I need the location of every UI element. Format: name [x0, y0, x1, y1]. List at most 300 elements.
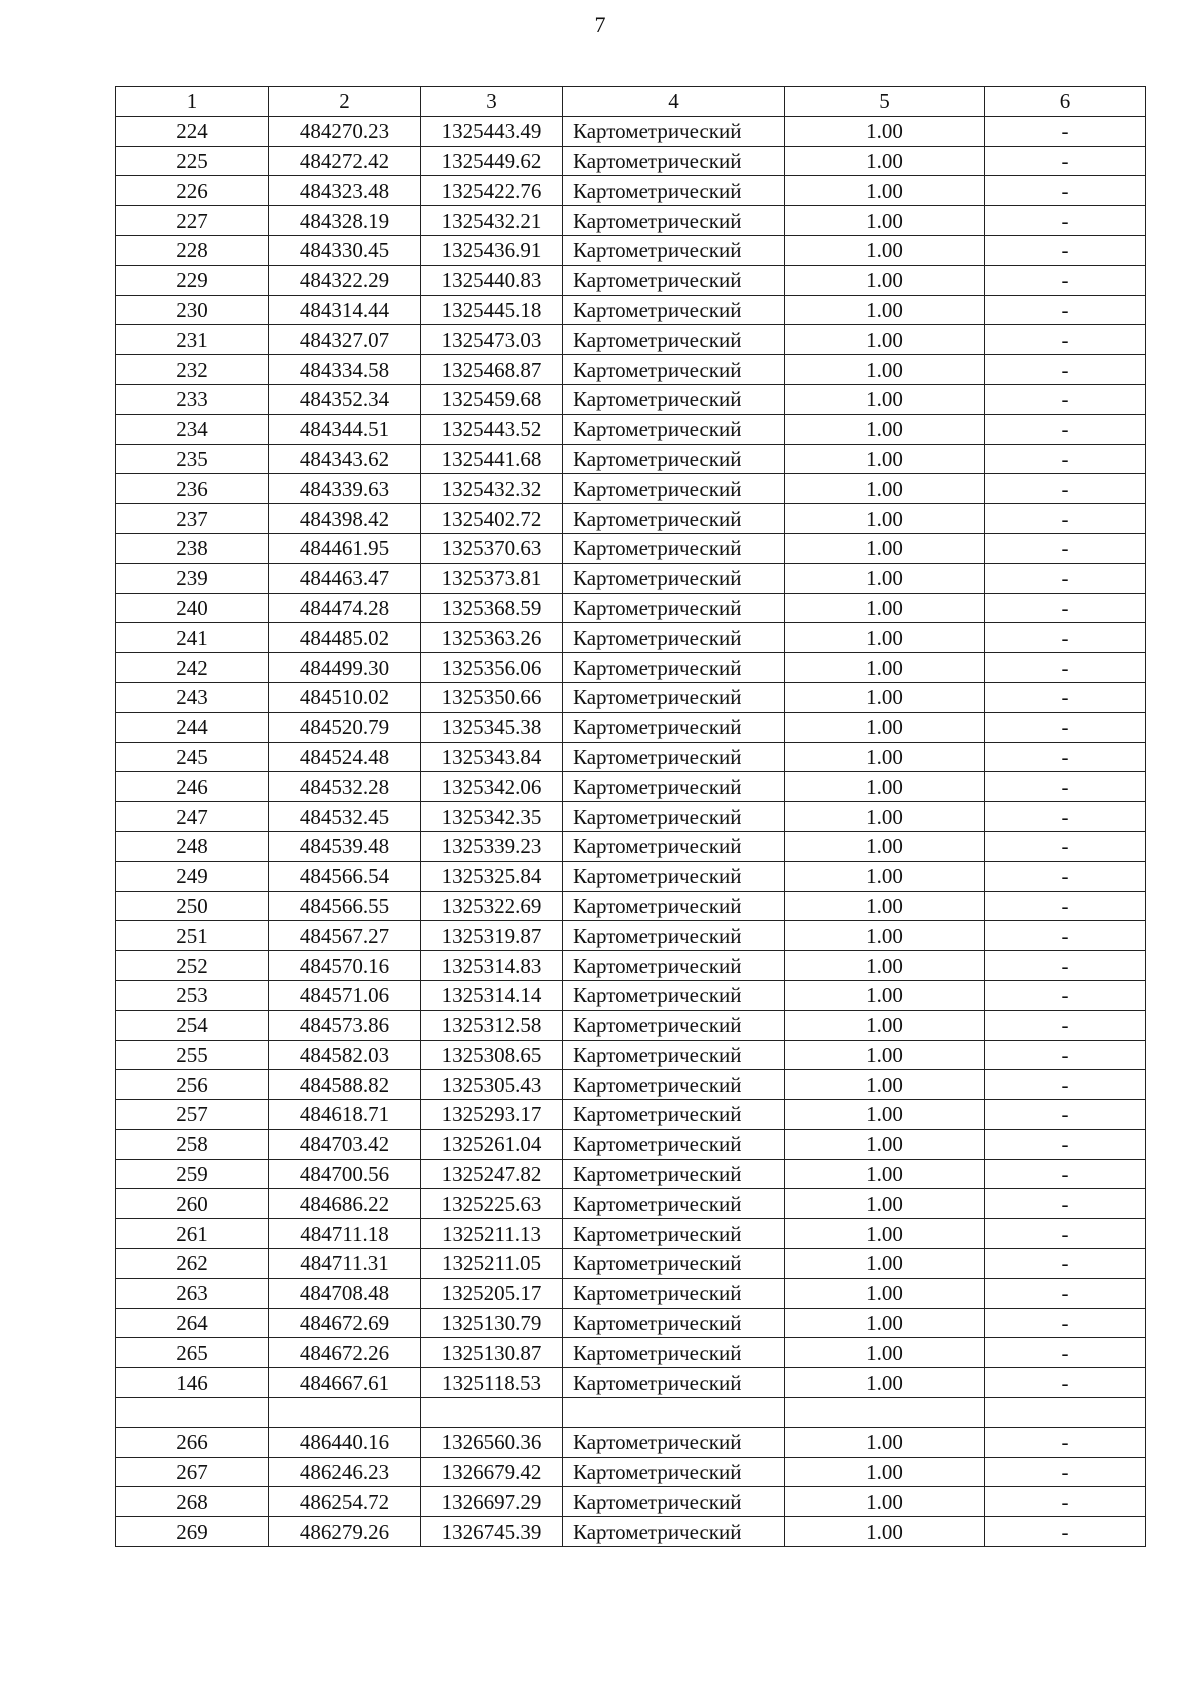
- x-coordinate-cell: 486254.72: [269, 1487, 421, 1517]
- method-cell: Картометрический: [563, 235, 785, 265]
- table-row: [116, 980, 1146, 1010]
- x-coordinate-cell: 484314.44: [269, 295, 421, 325]
- description-cell: -: [985, 1249, 1146, 1279]
- y-coordinate-cell: 1326679.42: [421, 1457, 563, 1487]
- y-coordinate-cell: 1325459.68: [421, 384, 563, 414]
- y-coordinate-cell: 1325432.21: [421, 206, 563, 236]
- description-cell: -: [985, 563, 1146, 593]
- accuracy-cell: [785, 1398, 985, 1428]
- accuracy-cell: 1.00: [785, 623, 985, 653]
- description-cell: -: [985, 1427, 1146, 1457]
- y-coordinate-cell: 1325345.38: [421, 712, 563, 742]
- point-number-cell: 244: [116, 712, 269, 742]
- description-cell: -: [985, 474, 1146, 504]
- table-row: [116, 1100, 1146, 1130]
- point-number-cell: 257: [116, 1100, 269, 1130]
- x-coordinate-cell: 484700.56: [269, 1159, 421, 1189]
- accuracy-cell: 1.00: [785, 1368, 985, 1398]
- table-row: [116, 355, 1146, 385]
- accuracy-cell: 1.00: [785, 474, 985, 504]
- table-row: [116, 623, 1146, 653]
- y-coordinate-cell: 1325225.63: [421, 1189, 563, 1219]
- accuracy-cell: 1.00: [785, 533, 985, 563]
- y-coordinate-cell: 1325205.17: [421, 1278, 563, 1308]
- description-cell: -: [985, 176, 1146, 206]
- accuracy-cell: 1.00: [785, 742, 985, 772]
- point-number-cell: 255: [116, 1040, 269, 1070]
- point-number-cell: 225: [116, 146, 269, 176]
- method-cell: Картометрический: [563, 1338, 785, 1368]
- x-coordinate-cell: 484352.34: [269, 384, 421, 414]
- x-coordinate-cell: 484272.42: [269, 146, 421, 176]
- description-cell: -: [985, 623, 1146, 653]
- accuracy-cell: 1.00: [785, 1457, 985, 1487]
- x-coordinate-cell: 486279.26: [269, 1517, 421, 1547]
- point-number-cell: 231: [116, 325, 269, 355]
- method-cell: Картометрический: [563, 623, 785, 653]
- description-cell: -: [985, 891, 1146, 921]
- point-number-cell: 242: [116, 653, 269, 683]
- point-number-cell: 247: [116, 802, 269, 832]
- method-cell: Картометрический: [563, 653, 785, 683]
- x-coordinate-cell: 484566.55: [269, 891, 421, 921]
- y-coordinate-cell: 1325325.84: [421, 861, 563, 891]
- y-coordinate-cell: 1325422.76: [421, 176, 563, 206]
- table-row: [116, 891, 1146, 921]
- x-coordinate-cell: 484270.23: [269, 116, 421, 146]
- description-cell: -: [985, 265, 1146, 295]
- x-coordinate-cell: 484510.02: [269, 682, 421, 712]
- y-coordinate-cell: 1325343.84: [421, 742, 563, 772]
- table-row: [116, 1040, 1146, 1070]
- description-cell: -: [985, 593, 1146, 623]
- method-cell: Картометрический: [563, 861, 785, 891]
- table-row: [116, 414, 1146, 444]
- table-row: [116, 1457, 1146, 1487]
- y-coordinate-cell: 1325473.03: [421, 325, 563, 355]
- description-cell: -: [985, 1040, 1146, 1070]
- accuracy-cell: 1.00: [785, 265, 985, 295]
- y-coordinate-cell: 1325441.68: [421, 444, 563, 474]
- x-coordinate-cell: 484582.03: [269, 1040, 421, 1070]
- table-row: [116, 861, 1146, 891]
- accuracy-cell: 1.00: [785, 116, 985, 146]
- point-number-cell: 239: [116, 563, 269, 593]
- method-cell: Картометрический: [563, 1427, 785, 1457]
- column-header-6: 6: [985, 87, 1146, 117]
- point-number-cell: 230: [116, 295, 269, 325]
- method-cell: Картометрический: [563, 533, 785, 563]
- method-cell: Картометрический: [563, 831, 785, 861]
- y-coordinate-cell: 1325308.65: [421, 1040, 563, 1070]
- table-row: [116, 772, 1146, 802]
- x-coordinate-cell: 484339.63: [269, 474, 421, 504]
- x-coordinate-cell: 484328.19: [269, 206, 421, 236]
- x-coordinate-cell: 484539.48: [269, 831, 421, 861]
- method-cell: Картометрический: [563, 384, 785, 414]
- description-cell: -: [985, 861, 1146, 891]
- accuracy-cell: 1.00: [785, 653, 985, 683]
- accuracy-cell: 1.00: [785, 1070, 985, 1100]
- method-cell: Картометрический: [563, 742, 785, 772]
- method-cell: Картометрический: [563, 772, 785, 802]
- table-row: [116, 533, 1146, 563]
- accuracy-cell: 1.00: [785, 384, 985, 414]
- accuracy-cell: 1.00: [785, 1189, 985, 1219]
- y-coordinate-cell: 1325342.06: [421, 772, 563, 802]
- column-header-1: 1: [116, 87, 269, 117]
- method-cell: Картометрический: [563, 1368, 785, 1398]
- accuracy-cell: 1.00: [785, 891, 985, 921]
- method-cell: Картометрический: [563, 1219, 785, 1249]
- column-header-5: 5: [785, 87, 985, 117]
- method-cell: Картометрический: [563, 1249, 785, 1279]
- point-number-cell: 232: [116, 355, 269, 385]
- method-cell: Картометрический: [563, 295, 785, 325]
- x-coordinate-cell: 484532.45: [269, 802, 421, 832]
- y-coordinate-cell: 1325370.63: [421, 533, 563, 563]
- table-row: [116, 1368, 1146, 1398]
- table-row: [116, 1308, 1146, 1338]
- point-number-cell: 265: [116, 1338, 269, 1368]
- accuracy-cell: 1.00: [785, 951, 985, 981]
- x-coordinate-cell: 484571.06: [269, 980, 421, 1010]
- table-row: [116, 951, 1146, 981]
- x-coordinate-cell: 486246.23: [269, 1457, 421, 1487]
- table-row: [116, 1070, 1146, 1100]
- table-row: [116, 682, 1146, 712]
- method-cell: Картометрический: [563, 682, 785, 712]
- y-coordinate-cell: 1325468.87: [421, 355, 563, 385]
- method-cell: Картометрический: [563, 325, 785, 355]
- accuracy-cell: 1.00: [785, 831, 985, 861]
- table-row: [116, 384, 1146, 414]
- coordinates-table: [115, 86, 1146, 1547]
- point-number-cell: 264: [116, 1308, 269, 1338]
- description-cell: [985, 1398, 1146, 1428]
- point-number-cell: 240: [116, 593, 269, 623]
- y-coordinate-cell: 1325118.53: [421, 1368, 563, 1398]
- description-cell: -: [985, 146, 1146, 176]
- x-coordinate-cell: 484398.42: [269, 504, 421, 534]
- point-number-cell: 224: [116, 116, 269, 146]
- description-cell: -: [985, 1278, 1146, 1308]
- method-cell: [563, 1398, 785, 1428]
- y-coordinate-cell: 1325443.49: [421, 116, 563, 146]
- x-coordinate-cell: 484573.86: [269, 1010, 421, 1040]
- method-cell: Картометрический: [563, 1010, 785, 1040]
- table-body: [116, 116, 1146, 1546]
- x-coordinate-cell: 484330.45: [269, 235, 421, 265]
- x-coordinate-cell: 484672.69: [269, 1308, 421, 1338]
- y-coordinate-cell: 1325211.13: [421, 1219, 563, 1249]
- table-row: [116, 1010, 1146, 1040]
- y-coordinate-cell: 1325436.91: [421, 235, 563, 265]
- y-coordinate-cell: 1325350.66: [421, 682, 563, 712]
- y-coordinate-cell: 1325305.43: [421, 1070, 563, 1100]
- method-cell: Картометрический: [563, 206, 785, 236]
- description-cell: -: [985, 1219, 1146, 1249]
- point-number-cell: 245: [116, 742, 269, 772]
- description-cell: -: [985, 802, 1146, 832]
- x-coordinate-cell: 484667.61: [269, 1368, 421, 1398]
- method-cell: Картометрический: [563, 921, 785, 951]
- point-number-cell: 253: [116, 980, 269, 1010]
- table-row: [116, 1278, 1146, 1308]
- x-coordinate-cell: 484474.28: [269, 593, 421, 623]
- x-coordinate-cell: 484566.54: [269, 861, 421, 891]
- method-cell: Картометрический: [563, 593, 785, 623]
- method-cell: Картометрический: [563, 1308, 785, 1338]
- y-coordinate-cell: 1325373.81: [421, 563, 563, 593]
- method-cell: Картометрический: [563, 474, 785, 504]
- accuracy-cell: 1.00: [785, 1427, 985, 1457]
- point-number-cell: 263: [116, 1278, 269, 1308]
- method-cell: Картометрический: [563, 1189, 785, 1219]
- table-row: [116, 831, 1146, 861]
- x-coordinate-cell: 484686.22: [269, 1189, 421, 1219]
- method-cell: Картометрический: [563, 1040, 785, 1070]
- table-row: [116, 1249, 1146, 1279]
- method-cell: Картометрический: [563, 712, 785, 742]
- accuracy-cell: 1.00: [785, 146, 985, 176]
- description-cell: -: [985, 831, 1146, 861]
- x-coordinate-cell: 484322.29: [269, 265, 421, 295]
- point-number-cell: 258: [116, 1129, 269, 1159]
- x-coordinate-cell: 484344.51: [269, 414, 421, 444]
- point-number-cell: 233: [116, 384, 269, 414]
- table-row: [116, 116, 1146, 146]
- y-coordinate-cell: 1325293.17: [421, 1100, 563, 1130]
- point-number-cell: 229: [116, 265, 269, 295]
- table-row: [116, 1159, 1146, 1189]
- accuracy-cell: 1.00: [785, 593, 985, 623]
- y-coordinate-cell: 1325261.04: [421, 1129, 563, 1159]
- x-coordinate-cell: 484463.47: [269, 563, 421, 593]
- table-row: [116, 921, 1146, 951]
- table-row: [116, 1189, 1146, 1219]
- method-cell: Картометрический: [563, 265, 785, 295]
- accuracy-cell: 1.00: [785, 980, 985, 1010]
- accuracy-cell: 1.00: [785, 563, 985, 593]
- method-cell: Картометрический: [563, 444, 785, 474]
- method-cell: Картометрический: [563, 563, 785, 593]
- point-number-cell: 226: [116, 176, 269, 206]
- description-cell: -: [985, 116, 1146, 146]
- x-coordinate-cell: 484327.07: [269, 325, 421, 355]
- point-number-cell: 252: [116, 951, 269, 981]
- y-coordinate-cell: 1325445.18: [421, 295, 563, 325]
- accuracy-cell: 1.00: [785, 861, 985, 891]
- x-coordinate-cell: 484570.16: [269, 951, 421, 981]
- x-coordinate-cell: 484711.18: [269, 1219, 421, 1249]
- accuracy-cell: 1.00: [785, 355, 985, 385]
- method-cell: Картометрический: [563, 355, 785, 385]
- x-coordinate-cell: 484520.79: [269, 712, 421, 742]
- method-cell: Картометрический: [563, 1129, 785, 1159]
- description-cell: -: [985, 921, 1146, 951]
- description-cell: -: [985, 712, 1146, 742]
- point-number-cell: 241: [116, 623, 269, 653]
- description-cell: -: [985, 533, 1146, 563]
- accuracy-cell: 1.00: [785, 1219, 985, 1249]
- table-row: [116, 444, 1146, 474]
- point-number-cell: 256: [116, 1070, 269, 1100]
- table-row: [116, 653, 1146, 683]
- accuracy-cell: 1.00: [785, 1100, 985, 1130]
- point-number-cell: 266: [116, 1427, 269, 1457]
- y-coordinate-cell: 1325342.35: [421, 802, 563, 832]
- y-coordinate-cell: 1325314.14: [421, 980, 563, 1010]
- table-row: [116, 1219, 1146, 1249]
- point-number-cell: 251: [116, 921, 269, 951]
- x-coordinate-cell: 484532.28: [269, 772, 421, 802]
- y-coordinate-cell: 1325402.72: [421, 504, 563, 534]
- accuracy-cell: 1.00: [785, 1159, 985, 1189]
- accuracy-cell: 1.00: [785, 176, 985, 206]
- accuracy-cell: 1.00: [785, 444, 985, 474]
- description-cell: -: [985, 295, 1146, 325]
- table-row: [116, 265, 1146, 295]
- point-number-cell: 261: [116, 1219, 269, 1249]
- description-cell: -: [985, 742, 1146, 772]
- point-number-cell: 259: [116, 1159, 269, 1189]
- table-row: [116, 1398, 1146, 1428]
- y-coordinate-cell: 1325449.62: [421, 146, 563, 176]
- x-coordinate-cell: 486440.16: [269, 1427, 421, 1457]
- table-row: [116, 146, 1146, 176]
- table-row: [116, 1427, 1146, 1457]
- accuracy-cell: 1.00: [785, 1278, 985, 1308]
- y-coordinate-cell: 1325339.23: [421, 831, 563, 861]
- column-header-4: 4: [563, 87, 785, 117]
- description-cell: -: [985, 653, 1146, 683]
- method-cell: Картометрический: [563, 891, 785, 921]
- table-row: [116, 802, 1146, 832]
- y-coordinate-cell: 1325314.83: [421, 951, 563, 981]
- accuracy-cell: 1.00: [785, 1517, 985, 1547]
- description-cell: -: [985, 1517, 1146, 1547]
- description-cell: -: [985, 235, 1146, 265]
- method-cell: Картометрический: [563, 1100, 785, 1130]
- method-cell: Картометрический: [563, 1457, 785, 1487]
- table-row: [116, 1487, 1146, 1517]
- y-coordinate-cell: 1325356.06: [421, 653, 563, 683]
- accuracy-cell: 1.00: [785, 921, 985, 951]
- table-row: [116, 325, 1146, 355]
- table-row: [116, 235, 1146, 265]
- description-cell: -: [985, 1100, 1146, 1130]
- point-number-cell: 236: [116, 474, 269, 504]
- x-coordinate-cell: 484618.71: [269, 1100, 421, 1130]
- y-coordinate-cell: 1325319.87: [421, 921, 563, 951]
- point-number-cell: [116, 1398, 269, 1428]
- table-row: [116, 1517, 1146, 1547]
- method-cell: Картометрический: [563, 1159, 785, 1189]
- description-cell: -: [985, 1487, 1146, 1517]
- point-number-cell: 228: [116, 235, 269, 265]
- y-coordinate-cell: 1326697.29: [421, 1487, 563, 1517]
- x-coordinate-cell: 484334.58: [269, 355, 421, 385]
- table-row: [116, 712, 1146, 742]
- point-number-cell: 260: [116, 1189, 269, 1219]
- y-coordinate-cell: 1326560.36: [421, 1427, 563, 1457]
- method-cell: Картометрический: [563, 504, 785, 534]
- page-number: 7: [594, 12, 606, 37]
- x-coordinate-cell: [269, 1398, 421, 1428]
- x-coordinate-cell: 484711.31: [269, 1249, 421, 1279]
- point-number-cell: 248: [116, 831, 269, 861]
- accuracy-cell: 1.00: [785, 1338, 985, 1368]
- table-row: [116, 176, 1146, 206]
- x-coordinate-cell: 484499.30: [269, 653, 421, 683]
- point-number-cell: 268: [116, 1487, 269, 1517]
- point-number-cell: 237: [116, 504, 269, 534]
- accuracy-cell: 1.00: [785, 1249, 985, 1279]
- point-number-cell: 146: [116, 1368, 269, 1398]
- accuracy-cell: 1.00: [785, 206, 985, 236]
- description-cell: -: [985, 1010, 1146, 1040]
- description-cell: -: [985, 1457, 1146, 1487]
- table-row: [116, 504, 1146, 534]
- y-coordinate-cell: 1325211.05: [421, 1249, 563, 1279]
- description-cell: -: [985, 951, 1146, 981]
- table-row: [116, 593, 1146, 623]
- method-cell: Картометрический: [563, 146, 785, 176]
- accuracy-cell: 1.00: [785, 325, 985, 355]
- description-cell: -: [985, 1368, 1146, 1398]
- description-cell: -: [985, 384, 1146, 414]
- column-header-2: 2: [269, 87, 421, 117]
- table-row: [116, 295, 1146, 325]
- point-number-cell: 254: [116, 1010, 269, 1040]
- method-cell: Картометрический: [563, 802, 785, 832]
- method-cell: Картометрический: [563, 1278, 785, 1308]
- point-number-cell: 234: [116, 414, 269, 444]
- method-cell: Картометрический: [563, 980, 785, 1010]
- description-cell: -: [985, 1338, 1146, 1368]
- accuracy-cell: 1.00: [785, 1129, 985, 1159]
- description-cell: -: [985, 444, 1146, 474]
- y-coordinate-cell: 1325130.87: [421, 1338, 563, 1368]
- description-cell: -: [985, 355, 1146, 385]
- method-cell: Картометрический: [563, 1487, 785, 1517]
- column-header-3: 3: [421, 87, 563, 117]
- y-coordinate-cell: 1325363.26: [421, 623, 563, 653]
- point-number-cell: 267: [116, 1457, 269, 1487]
- y-coordinate-cell: 1325443.52: [421, 414, 563, 444]
- y-coordinate-cell: 1325312.58: [421, 1010, 563, 1040]
- x-coordinate-cell: 484567.27: [269, 921, 421, 951]
- table-row: [116, 1338, 1146, 1368]
- table-row: [116, 563, 1146, 593]
- method-cell: Картометрический: [563, 1070, 785, 1100]
- point-number-cell: 235: [116, 444, 269, 474]
- point-number-cell: 269: [116, 1517, 269, 1547]
- point-number-cell: 249: [116, 861, 269, 891]
- table-header-row: [116, 87, 1146, 117]
- y-coordinate-cell: 1325247.82: [421, 1159, 563, 1189]
- y-coordinate-cell: 1326745.39: [421, 1517, 563, 1547]
- x-coordinate-cell: 484588.82: [269, 1070, 421, 1100]
- x-coordinate-cell: 484708.48: [269, 1278, 421, 1308]
- method-cell: Картометрический: [563, 176, 785, 206]
- y-coordinate-cell: [421, 1398, 563, 1428]
- table-row: [116, 474, 1146, 504]
- point-number-cell: 227: [116, 206, 269, 236]
- accuracy-cell: 1.00: [785, 235, 985, 265]
- point-number-cell: 243: [116, 682, 269, 712]
